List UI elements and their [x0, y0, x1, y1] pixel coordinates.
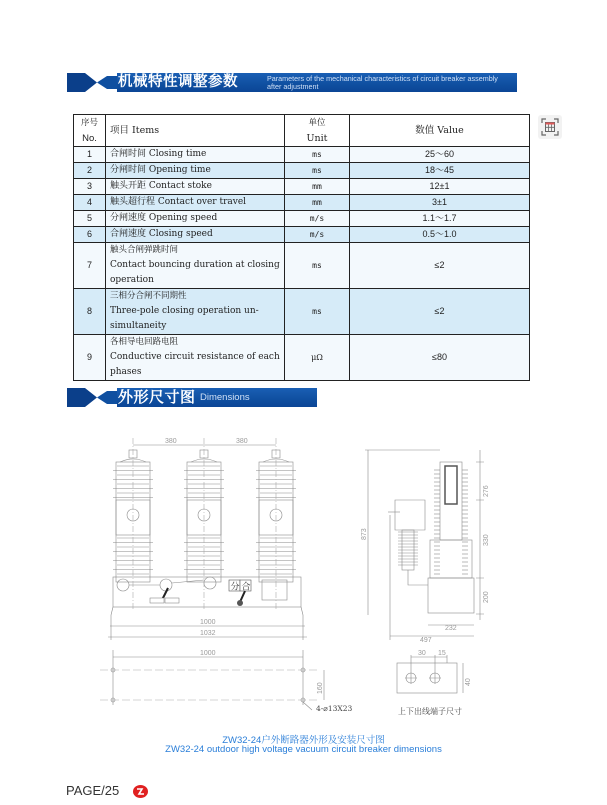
- dim-width-inner: 1000: [200, 619, 216, 626]
- table-row: 7 触头合闸弹跳时间 Contact bouncing duration at closing operation ms ≤2: [74, 243, 530, 289]
- header-value: 数值 Value: [350, 115, 530, 147]
- table-row: 1 合闸时间 Closing time ms 25～60: [74, 147, 530, 163]
- switch-indicator: [150, 580, 251, 606]
- dim-h-top: 276: [483, 485, 490, 497]
- dim-terminal-height: 40: [465, 678, 472, 686]
- figure-caption-cn: ZW32-24户外断路器外形及安装尺寸图: [222, 735, 385, 746]
- company-logo-icon: [133, 785, 148, 798]
- dim-terminal-edge: 15: [438, 650, 446, 657]
- section-title-en: Dimensions: [200, 392, 250, 403]
- figure-caption-en: ZW32-24 outdoor high voltage vacuum circuit breaker dimensions: [165, 744, 442, 755]
- dim-height-total: 873: [361, 528, 368, 540]
- dim-mount-span: 1000: [200, 650, 216, 657]
- table-row: 9 各相导电回路电阻 Conductive circuit resistance of each phases μΩ ≤80: [74, 335, 530, 381]
- dim-pitch-2: 380: [236, 438, 248, 445]
- dim-width-outer: 1032: [200, 630, 216, 637]
- table-row: 8 三相分合闸不同期性 Three-pole closing operation un-simultaneity ms ≤2: [74, 289, 530, 335]
- dim-h-bottom: 200: [483, 591, 490, 603]
- terminal-label: 上下出线端子尺寸: [398, 707, 462, 716]
- chassis: [113, 577, 301, 607]
- dim-terminal-spacing: 30: [418, 650, 426, 657]
- section-title-cn: 机械特性调整参数: [118, 74, 238, 90]
- dim-total-width: 497: [420, 637, 432, 644]
- header-unit: 单位 Unit: [285, 115, 350, 147]
- section-title-en: Parameters of the mechanical characteristics of circuit breaker assembly after adjustment: [267, 73, 498, 91]
- table-row: 2 分闸时间 Opening time ms 18～45: [74, 163, 530, 179]
- header-no: 序号 No.: [74, 115, 106, 147]
- table-row: 4 触头超行程 Contact over travel mm 3±1: [74, 195, 530, 211]
- header-items: 项目 Items: [106, 115, 285, 147]
- mounting-holes-label: 4-⌀13X23: [316, 704, 353, 713]
- switch-open-label: 分: [230, 582, 240, 593]
- dim-mount-depth: 160: [317, 682, 324, 694]
- dim-base-width: 232: [445, 625, 457, 632]
- section-title-cn: 外形尺寸图: [118, 388, 196, 406]
- switch-close-label: 合: [241, 582, 251, 593]
- page-number: PAGE/25: [66, 783, 120, 798]
- table-row: 6 合闸速度 Closing speed m/s 0.5～1.0: [74, 227, 530, 243]
- table-row: 5 分闸速度 Opening speed m/s 1.1～1.7: [74, 211, 530, 227]
- dim-h-mid: 330: [483, 534, 490, 546]
- table-row: 3 触头开距 Contact stoke mm 12±1: [74, 179, 530, 195]
- dim-pitch-1: 380: [165, 438, 177, 445]
